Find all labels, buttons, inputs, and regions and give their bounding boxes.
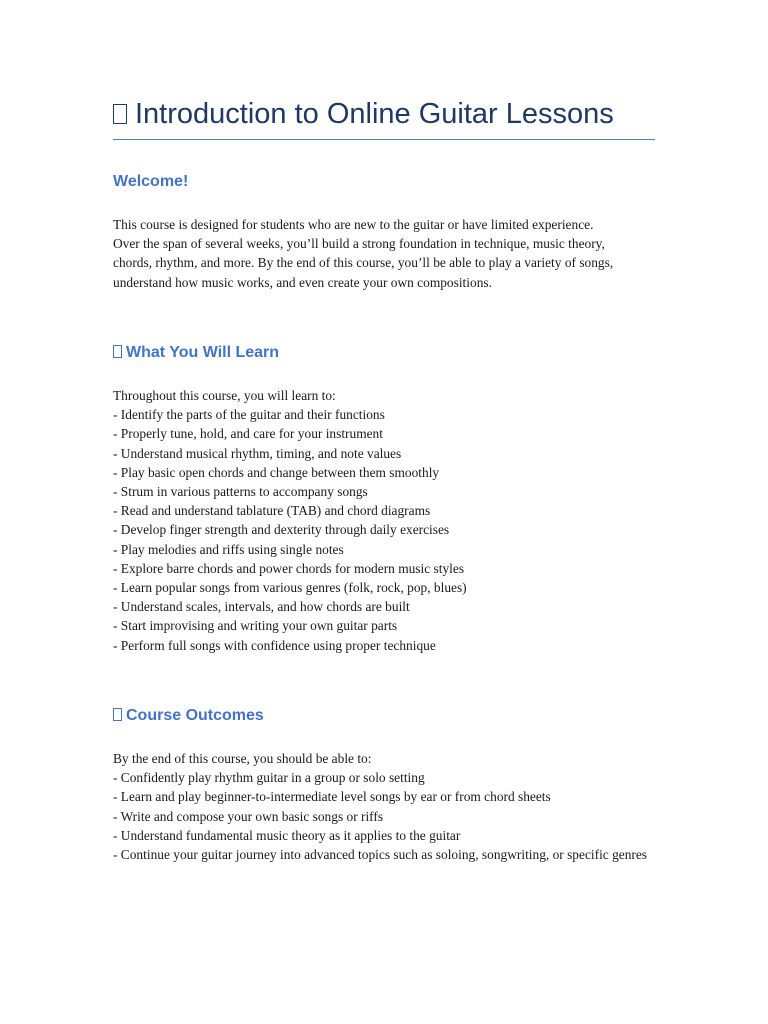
outcomes-intro: By the end of this course, you should be able to: bbox=[113, 751, 372, 766]
title-underline-divider bbox=[113, 139, 655, 140]
outcomes-heading-text: Course Outcomes bbox=[126, 707, 264, 724]
welcome-line: understand how music works, and even create your own compositions. bbox=[113, 274, 492, 290]
welcome-line: This course is designed for students who are new to the guitar or have limited experience. bbox=[113, 217, 594, 232]
welcome-line: Over the span of several weeks, you’ll build a strong foundation in technique, music theory, bbox=[113, 236, 605, 252]
welcome-heading: Welcome! bbox=[113, 173, 189, 190]
learn-list bbox=[113, 386, 655, 655]
welcome-line: chords, rhythm, and more. By the end of this course, you’ll be able to play a variety of songs, bbox=[113, 255, 614, 271]
list-item: - Perform full songs with confidence using proper technique bbox=[113, 637, 436, 653]
learn-heading-text: What You Will Learn bbox=[126, 344, 280, 361]
welcome-paragraph bbox=[113, 215, 655, 292]
list-item: - Start improvising and writing your own guitar parts bbox=[113, 618, 398, 634]
list-item: - Learn and play beginner-to-intermediate level songs by ear or from chord sheets bbox=[113, 789, 551, 805]
list-item: - Understand fundamental music theory as it applies to the guitar bbox=[113, 827, 461, 843]
list-item: - Explore barre chords and power chords for modern music styles bbox=[113, 560, 465, 576]
list-item: - Develop finger strength and dexterity through daily exercises bbox=[113, 522, 450, 538]
page-title-text: Introduction to Online Guitar Lessons bbox=[135, 98, 614, 130]
list-item: - Play melodies and riffs using single notes bbox=[113, 541, 344, 557]
list-item: - Play basic open chords and change between them smoothly bbox=[113, 464, 440, 480]
list-item: - Continue your guitar journey into advanced topics such as soloing, songwriting, or specific genres bbox=[113, 847, 648, 863]
list-item: - Read and understand tablature (TAB) and chord diagrams bbox=[113, 503, 431, 519]
list-item: - Identify the parts of the guitar and their functions bbox=[113, 407, 385, 423]
missing-glyph-icon bbox=[113, 345, 122, 358]
outcomes-heading bbox=[113, 705, 264, 727]
learn-intro: Throughout this course, you will learn to: bbox=[113, 388, 336, 403]
list-item: - Understand musical rhythm, timing, and note values bbox=[113, 445, 402, 461]
page-title bbox=[113, 94, 655, 134]
list-item: - Write and compose your own basic songs or riffs bbox=[113, 808, 384, 824]
list-item: - Confidently play rhythm guitar in a group or solo setting bbox=[113, 770, 425, 786]
outcomes-list bbox=[113, 749, 655, 864]
list-item: - Strum in various patterns to accompany songs bbox=[113, 484, 368, 500]
list-item: - Learn popular songs from various genres (folk, rock, pop, blues) bbox=[113, 580, 467, 596]
list-item: - Understand scales, intervals, and how chords are built bbox=[113, 599, 410, 615]
missing-glyph-icon bbox=[113, 708, 122, 721]
missing-glyph-icon bbox=[113, 104, 127, 124]
list-item: - Properly tune, hold, and care for your instrument bbox=[113, 426, 383, 442]
learn-heading bbox=[113, 342, 279, 364]
